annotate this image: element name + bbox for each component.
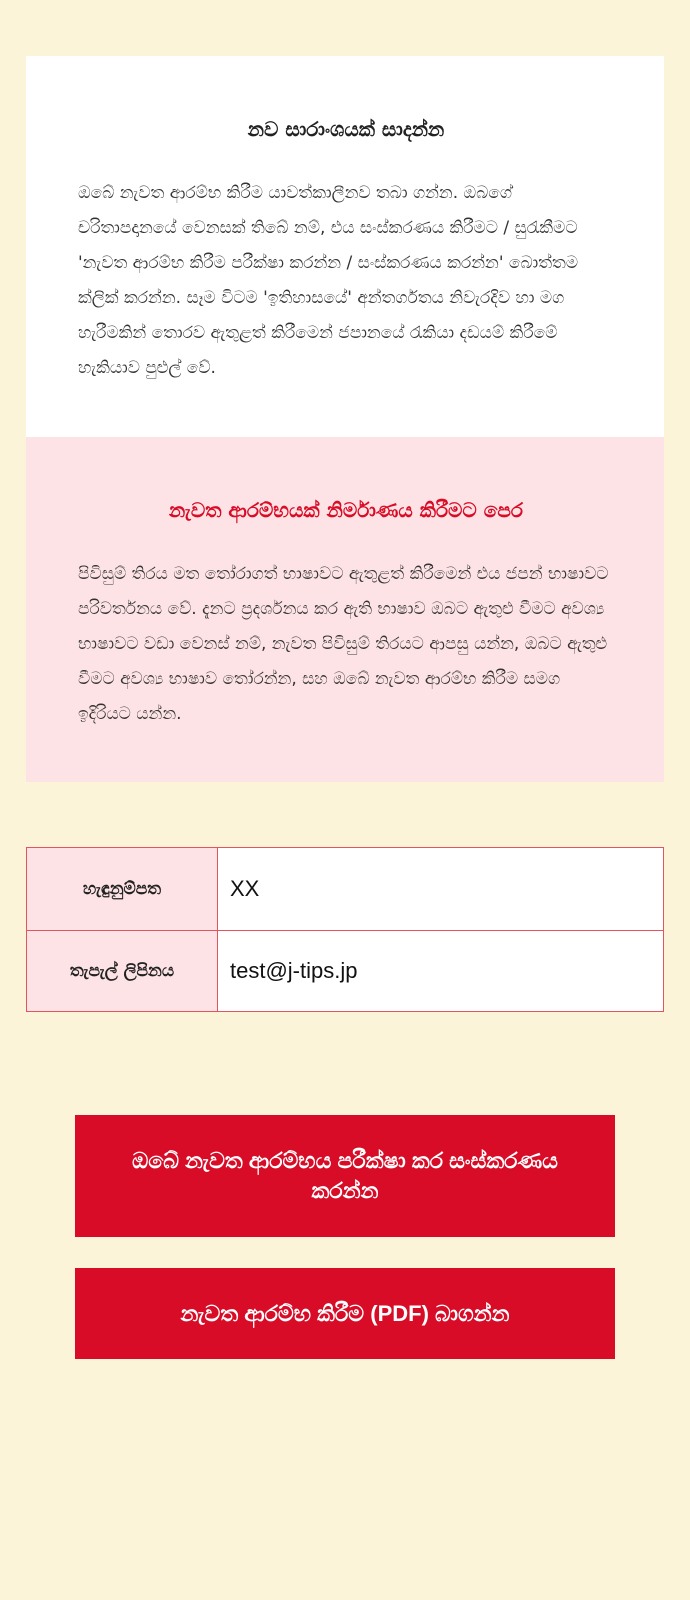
create-resume-card <box>26 56 664 437</box>
account-info-table <box>26 847 664 1012</box>
download-resume-pdf-button[interactable] <box>75 1268 615 1359</box>
check-edit-resume-button[interactable] <box>75 1115 615 1237</box>
email-value: test@j-tips.jp <box>218 931 664 1012</box>
notice-card <box>26 437 664 782</box>
email-label: තැපැල් ලිපිනය <box>27 931 218 1012</box>
id-value: XX <box>218 848 664 931</box>
id-label: හැඳුනුම්පත <box>27 848 218 931</box>
create-resume-title: නව සාරාංශයක් සාදන්න <box>247 117 445 141</box>
create-resume-description: ඔබේ නැවත ආරම්භ කිරීම යාවත්කාලීනව තබා ගන්න. ඔබගේ චරිතාපදානයේ වෙනසක් තිබේ නම්, එය සංස්කරණය කිරීමට / සුරැකීමට 'නැවත ආරම්භ කිරීම පරීක්ෂා කරන්න / සංස්කරණය කරන්න' බොත්තම ක්ලික් කරන්න. සෑම විටම 'ඉතිහාසයේ' අන්තර්ගතය නිවැරදිව හා මග හැරීමකින් තොරව ඇතුළත් කිරීමෙන් ජපානයේ රැකියා දඩයම් කිරීමේ හැකියාව පුළුල් වේ. <box>78 183 579 378</box>
notice-title: නැවත ආරම්භයක් නිර්මාණය කිරීමට පෙර <box>169 498 523 522</box>
table-row <box>27 931 664 1012</box>
notice-description: පිවිසුම් තිරය මත තෝරාගත් භාෂාවට ඇතුළත් කිරීමෙන් එය ජපන් භාෂාවට පරිවර්තනය වේ. දැනට ප්‍රදර්ශනය කර ඇති භාෂාව ඔබට ඇතුළු වීමට අවශ්‍ය භාෂාවට වඩා වෙනස් නම්, නැවත පිවිසුම් තිරයට ආපසු යන්න, ඔබට ඇතුළු වීමට අවශ්‍ය භාෂාව තෝරන්න, සහ ඔබේ නැවත ආරම්භ කිරීම සමග ඉදිරියට යන්න. <box>78 564 609 724</box>
check-edit-resume-label: ඔබේ නැවත ආරම්භය පරීක්ෂා කර සංස්කරණය කරන්න <box>131 1148 558 1203</box>
table-row <box>27 848 664 931</box>
download-resume-pdf-label: නැවත ආරම්භ කිරීම (PDF) බාගන්න <box>180 1300 510 1326</box>
